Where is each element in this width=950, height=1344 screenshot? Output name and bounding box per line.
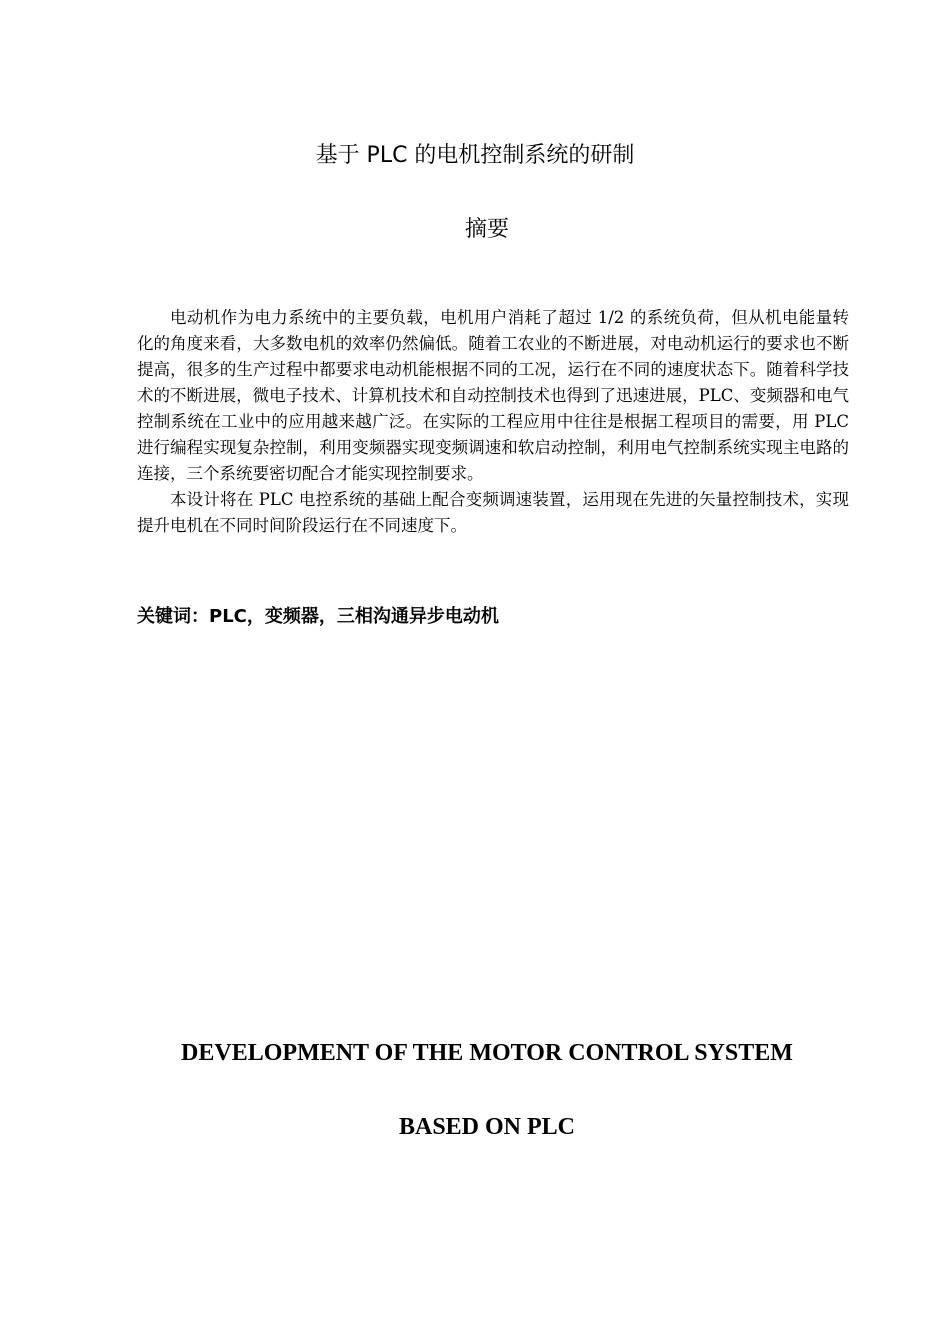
abstract-heading: 摘要 <box>464 217 509 242</box>
abstract-paragraph-2: 本设计将在 PLC 电控系统的基础上配合变频调速装置，运用现在先进的矢量控制技术，实现提升电机在不同时间阶段运行在不同速度下。 <box>137 490 849 535</box>
chinese-title: 基于 PLC 的电机控制系统的研制 <box>315 143 635 168</box>
abstract-paragraph-1: 电动机作为电力系统中的主要负载，电机用户消耗了超过 1/2 的系统负荷，但从机电能量转化的角度来看，大多数电机的效率仍然偏低。随着工农业的不断进展，对电动机运行的要求也不断提高，很多的生产过程中都要求电动机能根据不同的工况，运行在不同的速度状态下。随着科学技术的不断进展，微电子技术、计算机技术和自动控制技术也得到了迅速进展，PLC、变频器和电气控制系统在工业中的应用越来越广泛。在实际的工程应用中往往是根据工程项目的需要，用 PLC 进行编程实现复杂控制，利用变频器实现变频调速和软启动控制，利用电气控制系统实现主电路的连接，三个系统要密切配合才能实现控制要求。 <box>137 308 849 483</box>
english-title-line-1: DEVELOPMENT OF THE MOTOR CONTROL SYSTEM <box>181 1040 793 1066</box>
abstract-body <box>137 305 849 539</box>
english-title-line-2: BASED ON PLC <box>398 1114 576 1140</box>
keywords: 关键词：PLC，变频器，三相沟通异步电动机 <box>137 606 499 627</box>
